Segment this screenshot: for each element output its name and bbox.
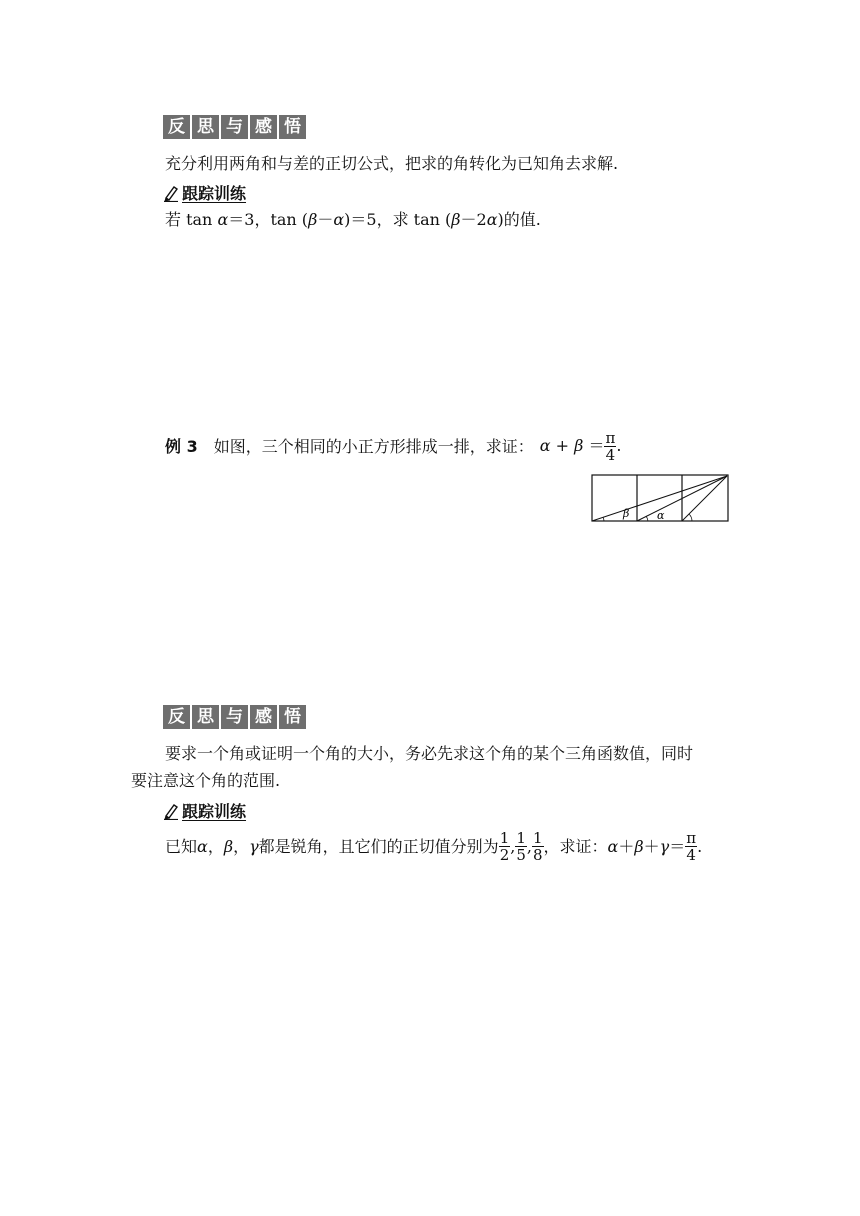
- beta-label: β: [623, 507, 630, 520]
- example-label: 例 3: [165, 436, 198, 456]
- exercise-text-2: 已知 α ， β ， γ 都是锐角，且它们的正切值分别为 $\frac{1}{2}$ , $\frac{1}{5}$ , $\frac{1}{8}$ ，求证： α ＋ β ＋ γ ＝ $\frac{\pi}{4}$ .: [165, 829, 703, 864]
- badge-char: 悟: [279, 705, 306, 729]
- example-formula: α + β ＝ $\frac{\pi}{4}$ .: [539, 429, 622, 464]
- tracking-label: 跟踪训练: [182, 802, 247, 821]
- badge-char: 反: [163, 115, 190, 139]
- badge-char: 思: [192, 115, 219, 139]
- reflection-badge-1: [163, 115, 306, 139]
- pencil-icon: [163, 184, 179, 202]
- fraction-1-8: $\frac{1}{8}$: [532, 829, 543, 864]
- tracking-heading-1: [163, 181, 246, 204]
- exercise-text-1: 若 tan α＝3，tan (β－α)＝5，求 tan (β－2α)的值.: [165, 210, 541, 229]
- pencil-icon: [163, 802, 179, 820]
- reflection-text-1: 充分利用两角和与差的正切公式，把求的角转化为已知角去求解.: [165, 154, 619, 173]
- tracking-label: 跟踪训练: [182, 184, 247, 203]
- tracking-heading-2: [163, 799, 246, 822]
- reflection-badge-2: [163, 705, 306, 729]
- fraction-1-2: $\frac{1}{2}$: [499, 829, 510, 864]
- badge-char: 与: [221, 705, 248, 729]
- alpha-label: α: [657, 509, 665, 522]
- fraction-1-5: $\frac{1}{5}$: [516, 829, 526, 864]
- badge-char: 与: [221, 115, 248, 139]
- fraction-pi-4: $\frac{\pi}{4}$: [686, 829, 697, 864]
- badge-char: 悟: [279, 115, 306, 139]
- reflection-text-2-line1: 要求一个角或证明一个角的大小，务必先求这个角的某个三角函数值，同时: [165, 744, 694, 763]
- badge-char: 思: [192, 705, 219, 729]
- badge-char: 反: [163, 705, 190, 729]
- badge-char: 感: [250, 705, 277, 729]
- example-3: [165, 430, 621, 463]
- three-squares-figure: [590, 473, 732, 525]
- example-text: 如图，三个相同的小正方形排成一排，求证：: [213, 436, 534, 456]
- reflection-text-2-line2: 要注意这个角的范围.: [131, 771, 281, 790]
- badge-char: 感: [250, 115, 277, 139]
